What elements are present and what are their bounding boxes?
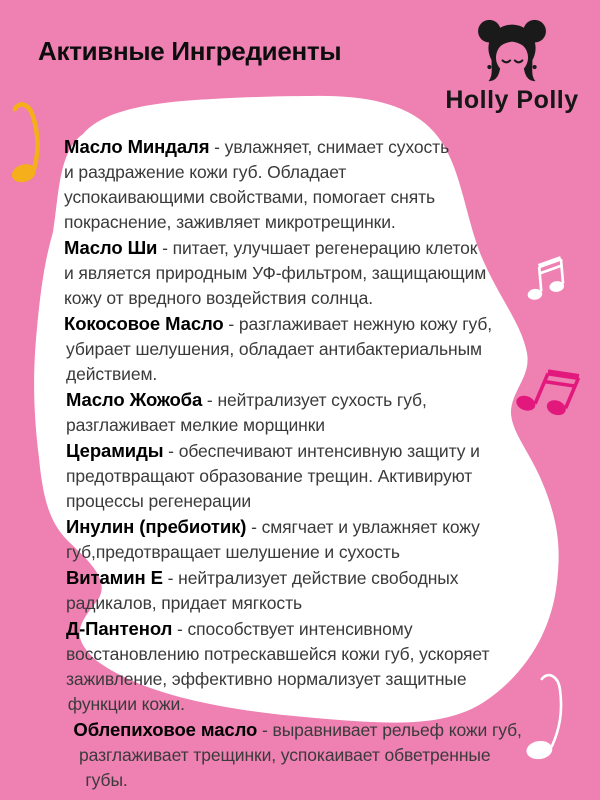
ingredient-name: Масло Жожоба — [66, 389, 203, 410]
ingredient-description: увлажняет, снимает сухость и раздражение кожи губ. Обладает успокаивающими свойствами, помогает снять покраснение, заживляет микротрещинки. — [64, 137, 450, 232]
brand-wordmark: Holly Polly — [445, 86, 579, 114]
ingredient-description: способствует интенсивному восстановлению потрескавшейся кожи губ, ускоряет заживление, эффективно нормализует защитные функции кожи. — [66, 619, 490, 714]
text-wrap-shape-right-dip — [506, 359, 532, 469]
page-title: Активные Ингредиенты — [38, 36, 342, 66]
ingredient-item — [64, 387, 532, 438]
ingredient-description: питает, улучшает регенерацию клеток и является природным УФ-фильтром, защищающим кожу от вредного воздействия солнца. — [64, 238, 487, 308]
ingredient-name: Церамиды — [66, 440, 164, 461]
ingredient-name: Д-Пантенол — [66, 618, 173, 639]
brand-logo — [428, 18, 596, 115]
ingredient-separator: - — [163, 441, 179, 461]
ingredient-item — [64, 717, 532, 793]
ingredients-list — [64, 134, 532, 800]
girl-with-buns-icon — [473, 18, 551, 84]
ingredient-separator: - — [172, 619, 188, 639]
ingredient-item — [64, 616, 532, 717]
ingredient-separator: - — [246, 517, 262, 537]
ingredient-separator: - — [162, 568, 179, 588]
ingredient-separator: - — [202, 390, 218, 410]
ingredient-name: Масло Ши — [64, 237, 158, 258]
ingredient-item — [64, 565, 532, 616]
ingredient-item — [64, 514, 532, 565]
ingredient-separator: - — [257, 720, 273, 740]
ingredient-separator: - — [209, 137, 225, 157]
ingredient-item — [64, 311, 532, 387]
ingredient-name: Кокосовое Масло — [64, 313, 224, 334]
ingredient-name: Облепиховое масло — [73, 719, 258, 740]
ingredient-description: смягчает и увлажняет кожу губ,предотвращает шелушение и сухость — [66, 517, 480, 562]
ingredient-description: разглаживает нежную кожу губ, убирает шелушения, обладает антибактериальным действием. — [66, 314, 493, 384]
ingredient-name: Масло Миндаля — [64, 136, 210, 157]
ingredient-separator: - — [223, 314, 239, 334]
ingredient-description: нейтрализует действие свободных радикалов, придает мягкость — [66, 568, 459, 613]
ingredient-description: выравнивает рельеф кожи губ, разглаживает трещинки, успокаивает обветренные губы. — [79, 720, 522, 790]
ingredient-description: нейтрализует сухость губ, разглаживает мелкие морщинки — [66, 390, 427, 435]
music-note-yellow-icon — [5, 94, 51, 189]
ingredient-description: обеспечивают интенсивную защиту и предотвращают образование трещин. Активируют процессы регенерации — [66, 441, 480, 511]
ingredient-name: Витамин Е — [66, 567, 163, 588]
ingredient-name: Инулин (пребиотик) — [66, 516, 247, 537]
ingredient-item — [64, 438, 532, 514]
ingredient-separator: - — [157, 238, 173, 258]
